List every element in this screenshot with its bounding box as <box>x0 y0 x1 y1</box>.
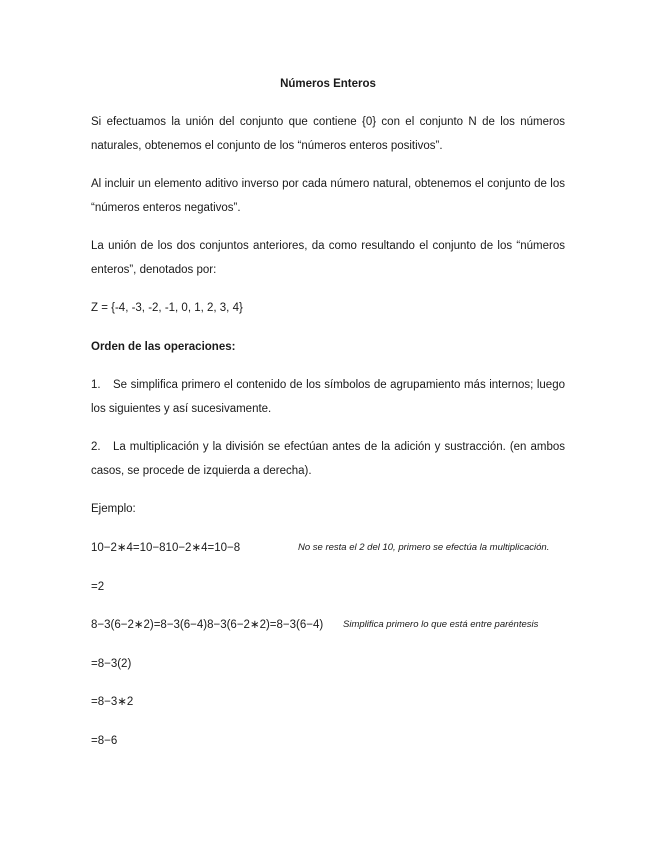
integer-set-definition: Z = {-4, -3, -2, -1, 0, 1, 2, 3, 4} <box>91 302 243 314</box>
example-expression: =8−6 <box>91 735 118 747</box>
example-expression: 8−3(6−2∗2)=8−3(6−4)8−3(6−2∗2)=8−3(6−4) <box>91 619 324 631</box>
example-expression: =8−3(2) <box>91 658 132 670</box>
rule-text: La multiplicación y la división se efectúan antes de la adición y sustracción. (en ambos casos, se procede de izquierda a derecha). <box>91 441 565 477</box>
operation-rule-2 <box>91 435 565 483</box>
example-expression: =2 <box>91 581 105 593</box>
operations-heading: Orden de las operaciones: <box>91 341 236 353</box>
example-line-4 <box>91 652 565 676</box>
example-line-3 <box>91 613 565 637</box>
paragraph-negative-integers: Al incluir un elemento aditivo inverso por cada número natural, obtenemos el conjunto de los “números enteros negativos”. <box>91 178 565 214</box>
example-expression: 10−2∗4=10−810−2∗4=10−8 <box>91 542 241 554</box>
example-line-6 <box>91 729 565 753</box>
example-note: Simplifica primero lo que está entre paréntesis <box>343 619 539 630</box>
example-label: Ejemplo: <box>91 503 136 515</box>
paragraph-integers-union: La unión de los dos conjuntos anteriores, da como resultando el conjunto de los “números enteros”, denotados por: <box>91 240 565 276</box>
paragraph-positive-integers: Si efectuamos la unión del conjunto que contiene {0} con el conjunto N de los números naturales, obtenemos el conjunto de los “números enteros positivos”. <box>91 116 565 152</box>
rule-number: 1. <box>91 379 101 391</box>
example-line-2 <box>91 575 565 599</box>
example-line-1 <box>91 536 565 560</box>
operation-rule-1 <box>91 373 565 421</box>
rule-number: 2. <box>91 441 101 453</box>
example-expression: =8−3∗2 <box>91 696 134 708</box>
rule-text: Se simplifica primero el contenido de los símbolos de agrupamiento más internos; luego los siguientes y así sucesivamente. <box>91 379 565 415</box>
example-line-5 <box>91 690 565 714</box>
page-title: Números Enteros <box>280 78 376 90</box>
example-note: No se resta el 2 del 10, primero se efectúa la multiplicación. <box>298 542 550 553</box>
